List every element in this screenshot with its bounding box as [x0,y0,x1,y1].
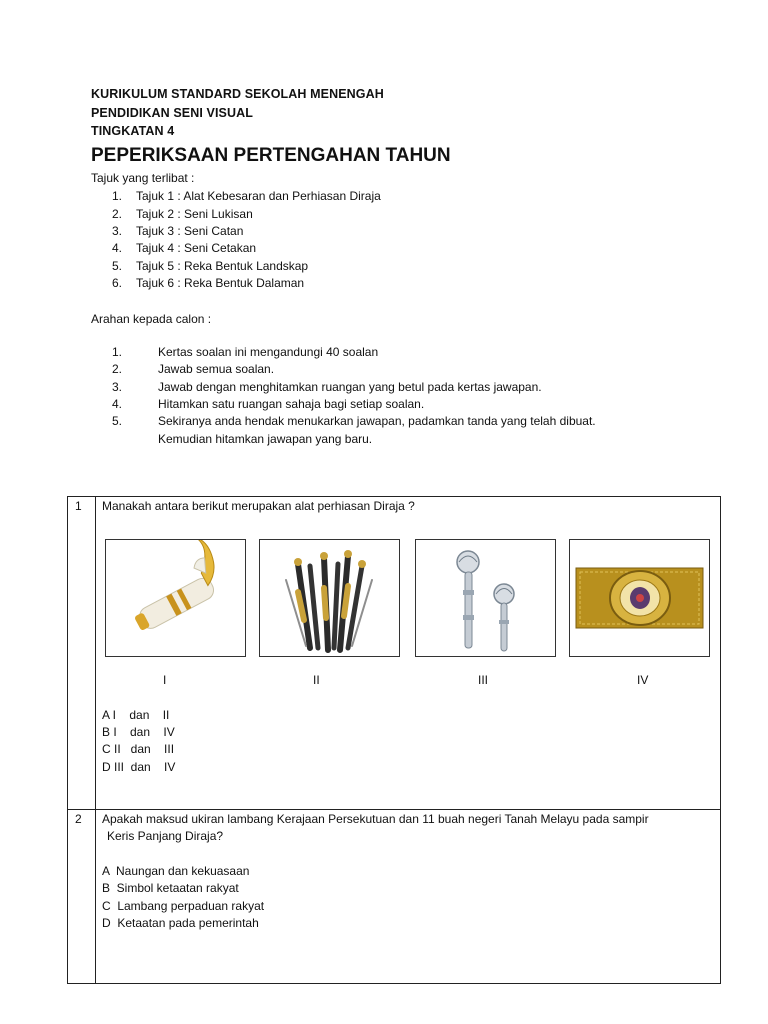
instruction-number: 1. [112,345,123,359]
topic-number: 1. [112,189,123,203]
topic-number: 4. [112,241,123,255]
instruction-number: 3. [112,380,123,394]
question-text-continuation: Keris Panjang Diraja? [107,829,224,843]
answer-option: B Simbol ketaatan rakyat [102,881,239,895]
topic-number: 3. [112,224,123,238]
swords-icon [260,540,399,656]
buckle-icon [570,540,709,656]
instruction-item: Sekiranya anda hendak menukarkan jawapan, padamkan tanda yang telah dibuat. [158,414,596,428]
maces-image [415,539,556,657]
instruction-continuation: Kemudian hitamkan jawapan yang baru. [158,432,373,446]
image-label: I [163,673,167,687]
instruction-number: 4. [112,397,123,411]
image-label: IV [637,673,649,687]
topic-item: Tajuk 4 : Seni Cetakan [136,241,257,255]
instruction-item: Kertas soalan ini mengandungi 40 soalan [158,345,379,359]
topic-item: Tajuk 6 : Reka Bentuk Dalaman [136,276,305,290]
topic-item: Tajuk 1 : Alat Kebesaran dan Perhiasan Diraja [136,189,381,203]
topic-number: 6. [112,276,123,290]
answer-option: A I dan II [102,708,170,722]
answer-option: B I dan IV [102,725,175,739]
table-row-divider [67,809,721,810]
topics-intro: Tajuk yang terlibat : [91,171,195,185]
topic-number: 5. [112,259,123,273]
answer-option: D Ketaatan pada pemerintah [102,916,259,930]
instruction-number: 5. [112,414,123,428]
swords-image [259,539,400,657]
keris-icon [106,540,245,656]
answer-option: D III dan IV [102,760,176,774]
question-text: Manakah antara berikut merupakan alat perhiasan Diraja ? [102,499,415,513]
topic-item: Tajuk 5 : Reka Bentuk Landskap [136,259,309,273]
topic-number: 2. [112,207,123,221]
topic-item: Tajuk 3 : Seni Catan [136,224,244,238]
question-number: 2 [75,812,82,826]
curriculum-line: KURIKULUM STANDARD SEKOLAH MENENGAH [91,87,384,101]
instruction-item: Jawab dengan menghitamkan ruangan yang betul pada kertas jawapan. [158,380,542,394]
buckle-image [569,539,710,657]
question-text: Apakah maksud ukiran lambang Kerajaan Persekutuan dan 11 buah negeri Tanah Melayu pada sampir [102,812,649,826]
answer-option: C II dan III [102,742,175,756]
keris-image [105,539,246,657]
form-line: TINGKATAN 4 [91,124,175,138]
topic-item: Tajuk 2 : Seni Lukisan [136,207,253,221]
instructions-heading: Arahan kepada calon : [91,312,212,326]
image-label: III [478,673,489,687]
instruction-item: Hitamkan satu ruangan sahaja bagi setiap soalan. [158,397,425,411]
table-column-divider [95,496,96,984]
answer-option: C Lambang perpaduan rakyat [102,899,265,913]
instruction-item: Jawab semua soalan. [158,362,275,376]
instruction-number: 2. [112,362,123,376]
image-label: II [313,673,320,687]
page-title: PEPERIKSAAN PERTENGAHAN TAHUN [91,145,451,166]
answer-option: A Naungan dan kekuasaan [102,864,250,878]
subject-line: PENDIDIKAN SENI VISUAL [91,106,253,120]
question-number: 1 [75,499,82,513]
mace-icon [416,540,555,656]
